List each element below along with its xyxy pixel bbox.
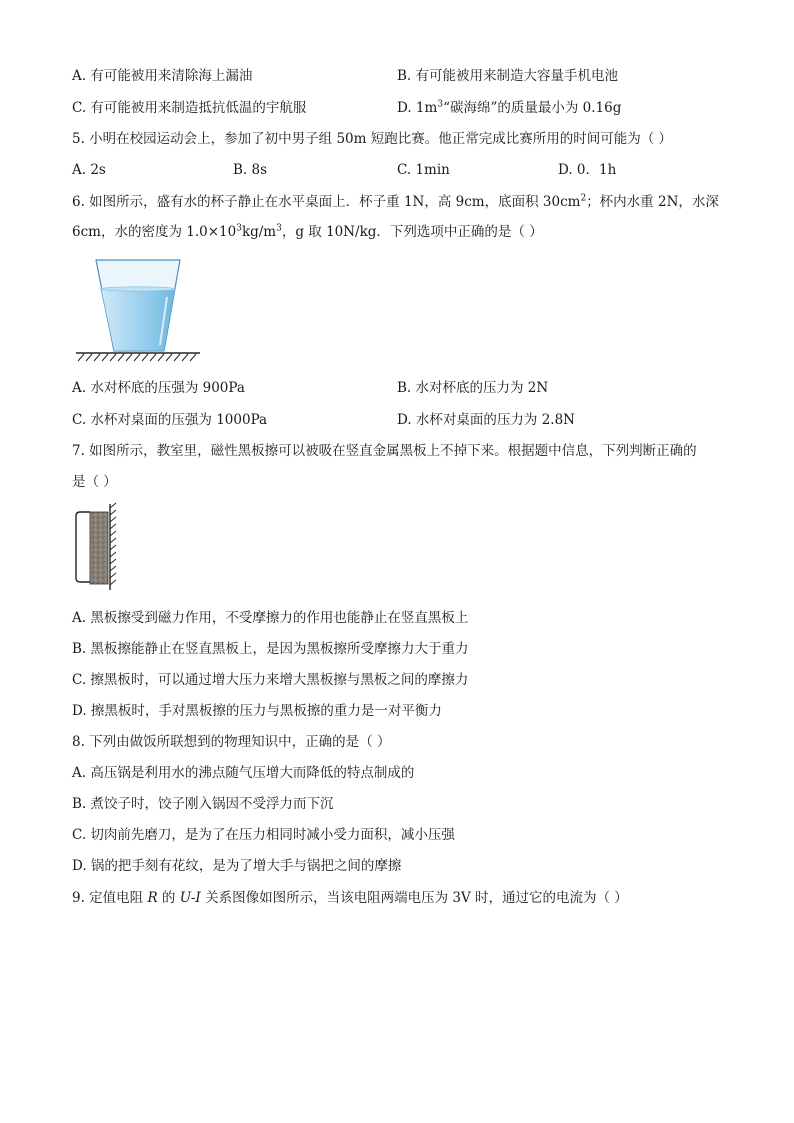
q7-option-a: A. 黑板擦受到磁力作用，不受摩擦力的作用也能静止在竖直黑板上 [72,610,469,626]
q8-option-d: D. 锅的把手刻有花纹，是为了增大手与锅把之间的摩擦 [72,858,402,874]
q6-option-b: B. 水对杯底的压力为 2N [397,380,549,396]
q9-stem: 9. 定值电阻 R 的 U-I 关系图像如图所示，当该电阻两端电压为 3V 时，通过它的电流为（ ） [72,890,628,906]
blackboard-eraser-figure [72,502,122,592]
q8-option-c: C. 切肉前先磨刀，是为了在压力相同时减小受力面积，减小压强 [72,827,455,843]
cup-of-water-figure [72,257,204,367]
q7-option-d: D. 擦黑板时，手对黑板擦的压力与黑板擦的重力是一对平衡力 [72,703,442,719]
q4-option-d: D. $1m^3“$碳海绵”的质量最小为 0.16g [397,99,622,116]
q6-stem-line1: 6. 如图所示，盛有水的杯子静止在水平桌面上．杯子重 1N，高 9cm，底面积 $30cm^2$；杯内水重 2N，水深 [72,193,719,210]
q5-stem: 5. 小明在校园运动会上，参加了初中男子组 50m 短跑比赛。他正常完成比赛所用的时间可能为（ ） [72,131,673,147]
q6-option-c: C. 水杯对桌面的压强为 1000Pa [72,412,268,428]
q8-stem: 8. 下列由做饭所联想到的物理知识中，正确的是（ ） [72,734,391,750]
q8-option-b: B. 煮饺子时，饺子刚入锅因不受浮力而下沉 [72,796,334,812]
q5-option-d: D. 0．1h [558,162,617,178]
q7-stem-line1: 7. 如图所示，教室里，磁性黑板擦可以被吸在竖直金属黑板上不掉下来。根据题中信息，下列判断正确的 [72,443,697,459]
q7-option-c: C. 擦黑板时，可以通过增大压力来增大黑板擦与黑板之间的摩擦力 [72,672,469,688]
q6-option-d: D. 水杯对桌面的压力为 2.8N [397,412,575,428]
q4-option-b: B. 有可能被用来制造大容量手机电池 [397,68,619,84]
q7-stem-line2: 是（ ） [72,474,117,490]
q4-option-c: C. 有可能被用来制造抵抗低温的宇航服 [72,100,307,116]
q4-option-a: A. 有可能被用来清除海上漏油 [72,68,253,84]
q5-option-b: B. 8s [233,162,268,178]
q6-stem-line2: 6cm，水的密度为 $1.0\times 10^3kg/m^3$，g 取 10N/kg．下列选项中正确的是（ ） [72,223,543,240]
q5-option-c: C. 1min [397,162,450,178]
q8-option-a: A. 高压锅是利用水的沸点随气压增大而降低的特点制成的 [72,765,415,781]
q7-option-b: B. 黑板擦能静止在竖直黑板上，是因为黑板擦所受摩擦力大于重力 [72,641,469,657]
q6-option-a: A. 水对杯底的压强为 900Pa [72,380,245,396]
q5-option-a: A. 2s [72,162,106,178]
